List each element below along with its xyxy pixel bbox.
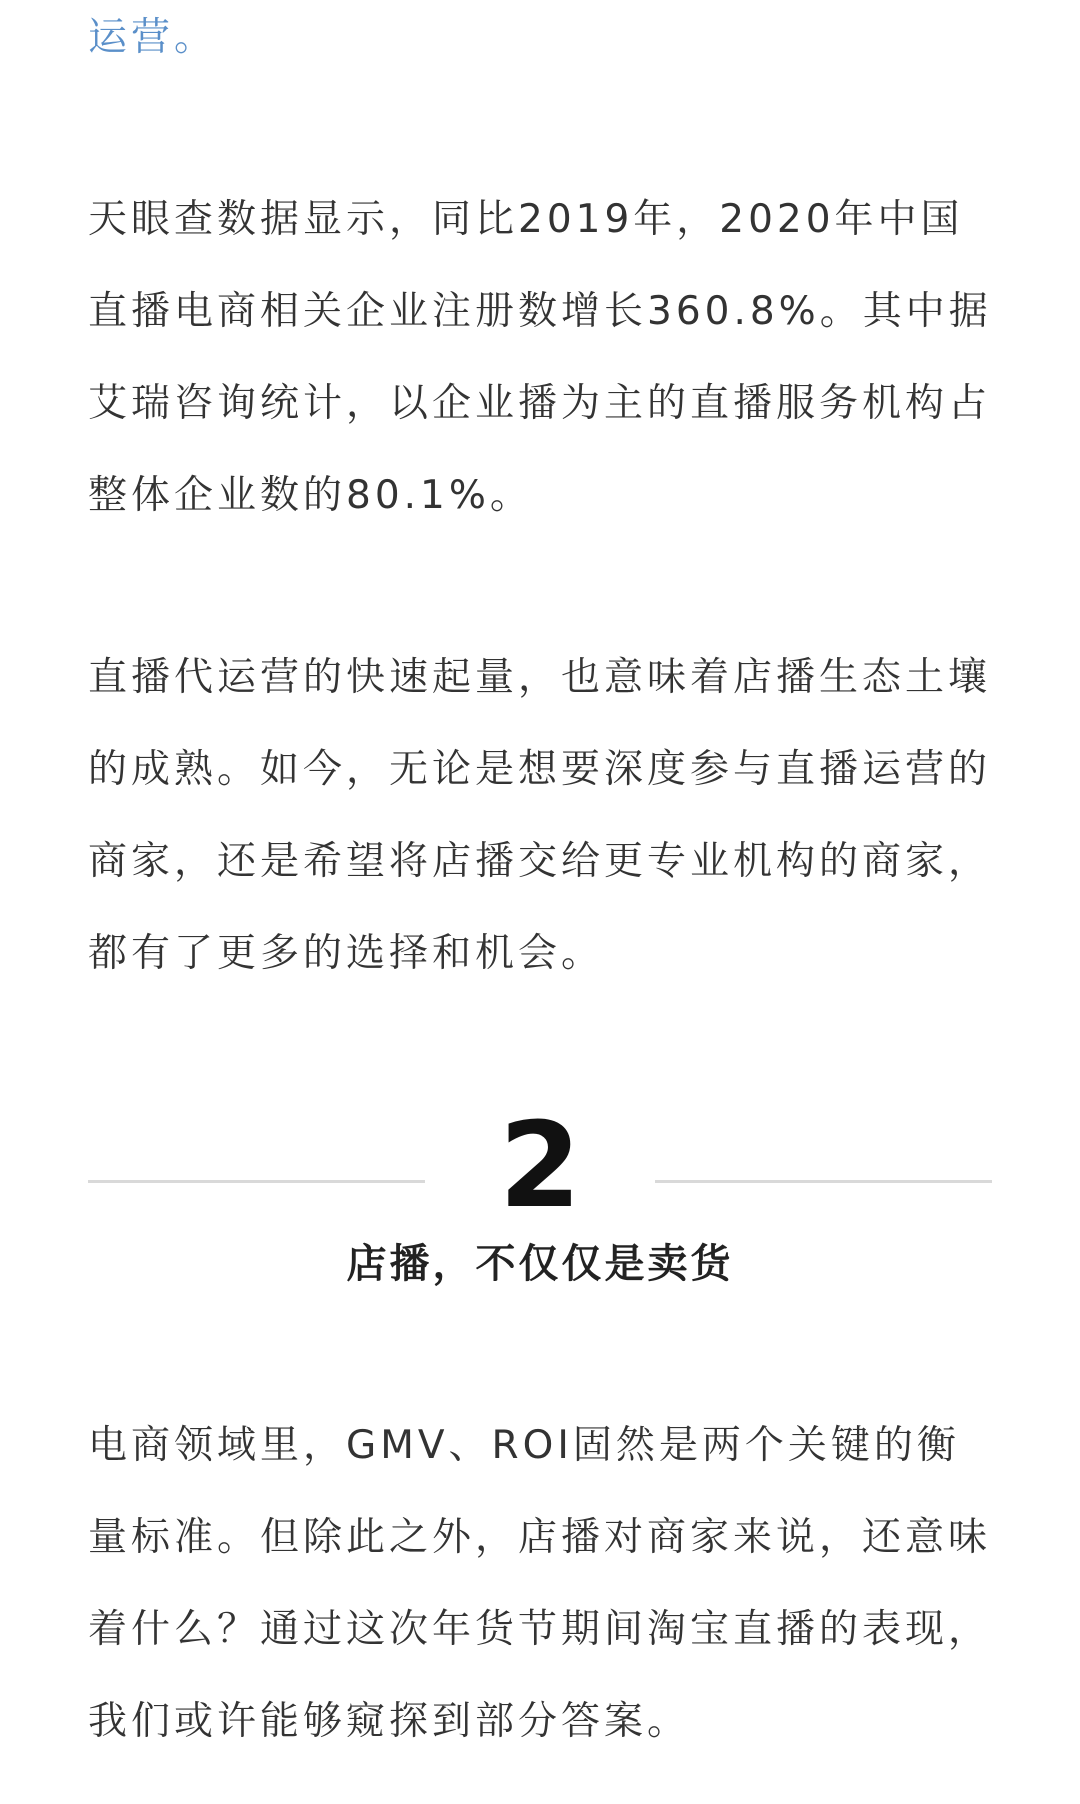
paragraph-gmv-roi: 电商领域里，GMV、ROI固然是两个关键的衡量标准。但除此之外，店播对商家来说，还意味着什么？通过这次年货节期间淘宝直播的表现，我们或许能够窥探到部分答案。 <box>88 1423 992 1744</box>
paragraph-ecosystem-maturity: 直播代运营的快速起量，也意味着店播生态土壤的成熟。如今，无论是想要深度参与直播运营的商家，还是希望将店播交给更专业机构的商家，都有了更多的选择和机会。 <box>88 655 992 976</box>
section-number: 2 <box>498 1096 582 1234</box>
divider-rule-right <box>655 1180 992 1183</box>
paragraph-registration-stats: 天眼查数据显示，同比2019年，2020年中国直播电商相关企业注册数增长360.8%。其中据艾瑞咨询统计，以企业播为主的直播服务机构占整体企业数的80.1%。 <box>88 197 992 518</box>
section-divider <box>88 1096 992 1234</box>
intro-link-tail[interactable]: 运营。 <box>88 15 218 60</box>
section-title: 店播，不仅仅是卖货 <box>346 1241 734 1287</box>
